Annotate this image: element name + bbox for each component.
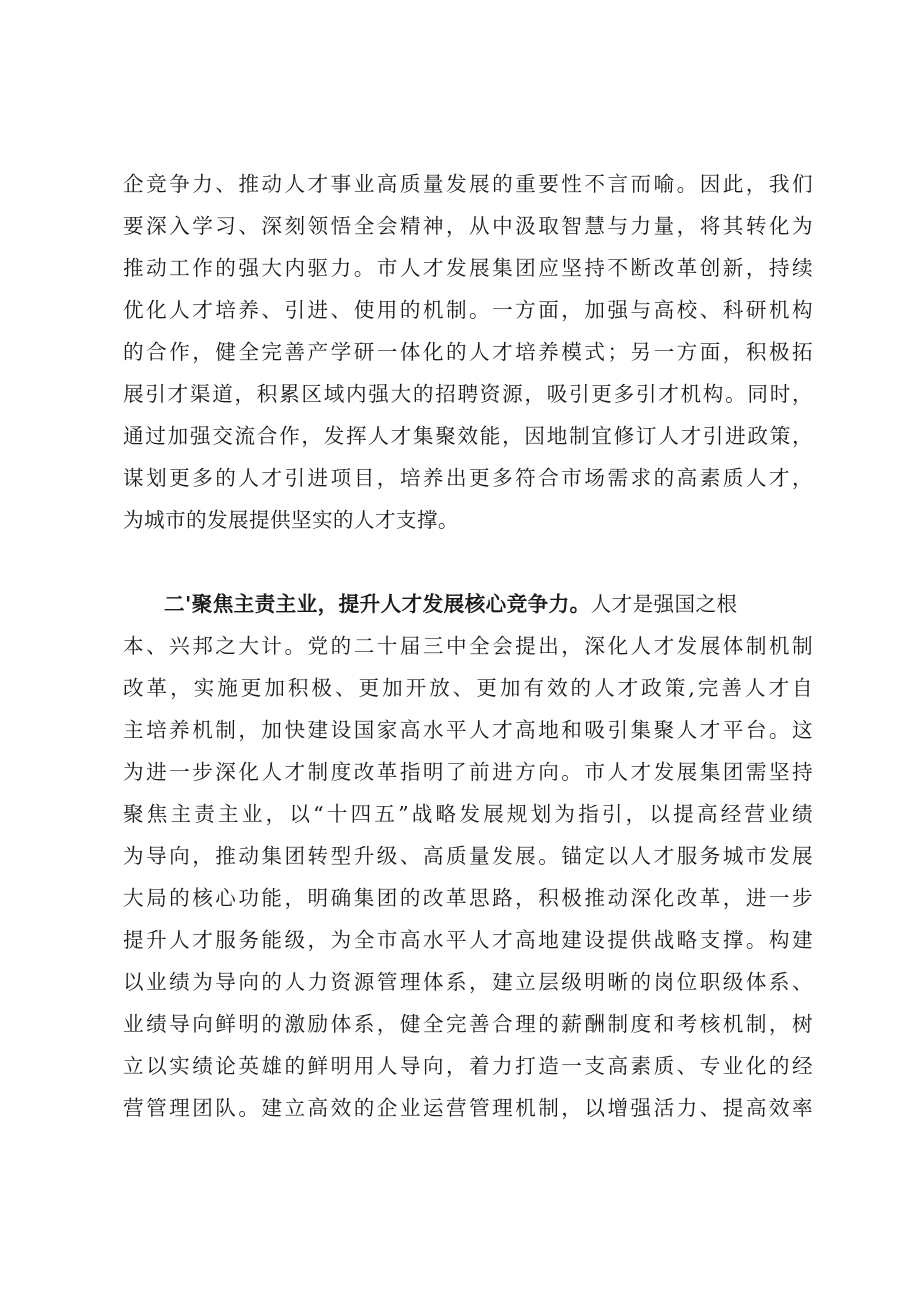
text-line: 展引才渠道，积累区域内强大的招聘资源，吸引更多引才机构。同时， [123,382,813,406]
text-line: 企竞争力、推动人才事业高质量发展的重要性不言而喻。因此，我们 [123,172,813,196]
paragraph-2 [123,583,813,1129]
paragraph-1 [123,163,813,541]
text-line: 业绩导向鲜明的激励体系，健全完善合理的薪酬制度和考核机制，树 [123,1012,813,1036]
section-heading: 二'聚焦主责主业，提升人才发展核心竞争力。 [164,592,591,616]
text-line: 营管理团队。建立高效的企业运营管理机制，以增强活力、提高效率 [123,1096,813,1120]
text-line: 推动工作的强大内驱力。市人才发展集团应坚持不断改革创新，持续 [123,256,813,280]
text-line: 要深入学习、深刻领悟全会精神，从中汲取智慧与力量，将其转化为 [123,214,813,238]
text-line: 聚焦主责主业，以“十四五”战略发展规划为指引，以提高经营业绩 [123,802,813,826]
text-line: 本、兴邦之大计。党的二十届三中全会提出，深化人才发展体制机制 [123,634,813,658]
text-line: 通过加强交流合作，发挥人才集聚效能，因地制宜修订人才引进政策， [123,424,813,448]
text-line: 改革，实施更加积极、更加开放、更加有效的人才政策,完善人才自 [123,676,813,700]
text-line: 为导向，推动集团转型升级、高质量发展。锚定以人才服务城市发展 [123,844,813,868]
text-line: 提升人才服务能级，为全市高水平人才高地建设提供战略支撑。构建 [123,928,813,952]
text-line: 为进一步深化人才制度改革指明了前进方向。市人才发展集团需坚持 [123,760,813,784]
paragraph-2-first-line [123,583,813,625]
text-line: 谋划更多的人才引进项目，培养出更多符合市场需求的高素质人才， [123,466,813,490]
text-line: 为城市的发展提供坚实的人才支撑。 [123,508,459,532]
text-line: 立以实绩论英雄的鲜明用人导向，着力打造一支高素质、专业化的经 [123,1054,813,1078]
text-line: 大局的核心功能，明确集团的改革思路，积极推动深化改革，进一步 [123,886,813,910]
text-line: 优化人才培养、引进、使用的机制。一方面，加强与高校、科研机构 [123,298,813,322]
text-line: 以业绩为导向的人力资源管理体系，建立层级明晰的岗位职级体系、 [123,970,813,994]
text-line: 主培养机制，加快建设国家高水平人才高地和吸引集聚人才平台。这 [123,718,813,742]
text-line: 的合作，健全完善产学研一体化的人才培养模式；另一方面，积极拓 [123,340,813,364]
first-line-rest: 人才是强国之根 [590,592,738,616]
